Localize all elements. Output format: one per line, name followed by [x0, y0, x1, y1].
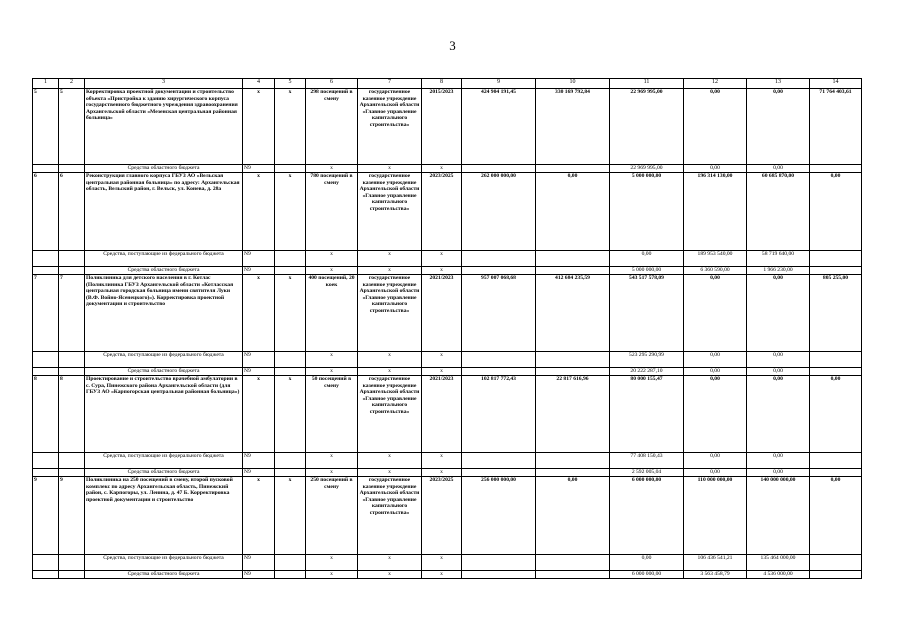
table-cell: 2021/2023	[422, 376, 462, 453]
table-cell: 0,00	[684, 376, 747, 453]
table-cell	[462, 571, 536, 579]
table-cell: x	[306, 165, 358, 173]
table-cell: 0,00	[810, 477, 862, 555]
table-cell: x	[358, 469, 422, 477]
table-cell: 0,00	[747, 376, 810, 453]
table-cell: 2021/2023	[422, 275, 462, 352]
table-cell: 189 953 540,00	[684, 251, 747, 267]
table-cell: 7	[59, 275, 85, 352]
table-cell: 0,00	[747, 165, 810, 173]
table-cell: Реконструкция главного корпуса ГБУЗ АО «Вельская центральная районная больница» по адресу: Архангельская область, Вельский район, г. Вельск, ул. Конева, д. 28а	[85, 173, 243, 251]
table-cell	[810, 352, 862, 368]
table-cell	[33, 453, 59, 469]
table-cell	[59, 571, 85, 579]
table-cell: 0,00	[684, 352, 747, 368]
table-cell: Средства областного бюджета	[85, 571, 243, 579]
table-cell: x	[358, 453, 422, 469]
header-cell: 13	[747, 79, 810, 89]
table-cell: N9	[243, 469, 275, 477]
table-cell: N9	[243, 368, 275, 376]
table-cell: x	[422, 453, 462, 469]
table-cell: x	[306, 352, 358, 368]
table-cell	[536, 165, 610, 173]
table-cell: x	[306, 469, 358, 477]
table-cell: x	[306, 251, 358, 267]
table-cell	[59, 555, 85, 571]
table-cell: 6	[33, 173, 59, 251]
source-row	[33, 352, 862, 368]
table-cell	[810, 469, 862, 477]
table-cell: 0,00	[747, 89, 810, 165]
table-cell: 0,00	[810, 376, 862, 453]
table-cell: x	[358, 352, 422, 368]
table-cell: 110 000 000,00	[684, 477, 747, 555]
table-cell	[59, 352, 85, 368]
header-cell: 3	[85, 79, 243, 89]
table-cell: x	[306, 453, 358, 469]
header-cell: 7	[358, 79, 422, 89]
table-cell	[33, 267, 59, 275]
table-cell: x	[422, 555, 462, 571]
table-cell	[59, 368, 85, 376]
table-cell: x	[275, 376, 306, 453]
table-row	[33, 376, 862, 453]
header-cell: 4	[243, 79, 275, 89]
table-cell: 0,00	[747, 275, 810, 352]
table-cell	[462, 352, 536, 368]
table-cell: x	[243, 89, 275, 165]
header-cell: 1	[33, 79, 59, 89]
table-cell: 22 969 995,00	[610, 89, 684, 165]
table-cell: 0,00	[610, 555, 684, 571]
source-row	[33, 453, 862, 469]
table-cell	[275, 251, 306, 267]
table-cell	[33, 368, 59, 376]
table-cell	[33, 251, 59, 267]
table-cell: 805 255,00	[810, 275, 862, 352]
table-cell: 256 000 000,00	[462, 477, 536, 555]
table-cell	[275, 571, 306, 579]
table-cell: 6 360 590,00	[684, 267, 747, 275]
table-cell: 8	[33, 376, 59, 453]
table-cell: 80 000 155,47	[610, 376, 684, 453]
table-cell	[275, 469, 306, 477]
table-cell	[59, 251, 85, 267]
table-cell: 9	[59, 477, 85, 555]
table-cell: x	[358, 251, 422, 267]
table-cell: 135 464 000,00	[747, 555, 810, 571]
table-cell: 0,00	[684, 89, 747, 165]
table-cell: 0,00	[747, 453, 810, 469]
table-cell: x	[358, 368, 422, 376]
table-cell: x	[275, 173, 306, 251]
table-cell	[33, 571, 59, 579]
table-cell	[59, 165, 85, 173]
table-cell: 5	[33, 89, 59, 165]
table-cell: x	[243, 173, 275, 251]
table-cell	[810, 555, 862, 571]
header-cell: 10	[536, 79, 610, 89]
table-cell	[536, 352, 610, 368]
table-cell: x	[358, 571, 422, 579]
table-cell	[810, 165, 862, 173]
table-cell: 250 посещений в смену	[306, 477, 358, 555]
table-cell: 0,00	[747, 368, 810, 376]
table-cell: 9	[33, 477, 59, 555]
table-cell: Поликлиника на 250 посещений в смену, второй пусковой комплекс по адресу Архангельская область, Пинежский район, с. Карпогоры, ул. Ленина, д. 47 Б. Корректировка проектной документации и строительство	[85, 477, 243, 555]
source-row	[33, 571, 862, 579]
source-row	[33, 267, 862, 275]
table-cell: 0,00	[747, 352, 810, 368]
table-cell	[59, 267, 85, 275]
table-cell: 0,00	[684, 368, 747, 376]
table-cell	[33, 352, 59, 368]
table-cell: Средства, поступающие из федерального бюджета	[85, 555, 243, 571]
table-cell: x	[422, 165, 462, 173]
table-cell: 102 817 772,43	[462, 376, 536, 453]
table-cell: Средства областного бюджета	[85, 469, 243, 477]
table-cell: 2015/2023	[422, 89, 462, 165]
table-cell	[536, 555, 610, 571]
table-cell: 262 000 000,00	[462, 173, 536, 251]
table-cell	[536, 368, 610, 376]
table-cell: 8	[59, 376, 85, 453]
table-cell: x	[358, 267, 422, 275]
table-cell: 71 764 403,61	[810, 89, 862, 165]
table-cell: Средства областного бюджета	[85, 267, 243, 275]
table-cell: N9	[243, 453, 275, 469]
table-cell: x	[275, 275, 306, 352]
header-cell: 8	[422, 79, 462, 89]
source-row	[33, 469, 862, 477]
header-cell: 9	[462, 79, 536, 89]
table-cell: 1 966 230,00	[747, 267, 810, 275]
table-cell	[536, 251, 610, 267]
table-cell: 106 436 541,21	[684, 555, 747, 571]
table-cell: государственное казенное учреждение Архангельской области «Главное управление капитального строительства»	[358, 89, 422, 165]
table-cell	[536, 453, 610, 469]
table-cell: государственное казенное учреждение Архангельской области «Главное управление капитального строительства»	[358, 275, 422, 352]
table-cell: 0,00	[536, 173, 610, 251]
table-cell	[536, 469, 610, 477]
table-cell	[59, 453, 85, 469]
budget-table	[32, 78, 862, 579]
table-cell	[810, 571, 862, 579]
table-cell: x	[422, 251, 462, 267]
table-cell: 424 904 191,45	[462, 89, 536, 165]
table-cell	[536, 267, 610, 275]
source-row	[33, 368, 862, 376]
header-cell: 11	[610, 79, 684, 89]
table-cell: x	[422, 571, 462, 579]
table-cell: Средства областного бюджета	[85, 165, 243, 173]
source-row	[33, 251, 862, 267]
table-cell: 298 посещений в смену	[306, 89, 358, 165]
table-cell: 0,00	[610, 251, 684, 267]
table-cell: 3 563 458,79	[684, 571, 747, 579]
table-cell: 0,00	[684, 165, 747, 173]
table-cell	[462, 267, 536, 275]
table-cell	[33, 165, 59, 173]
table-cell	[275, 368, 306, 376]
table-cell: N9	[243, 165, 275, 173]
table-cell: x	[306, 267, 358, 275]
table-cell: 6 000 000,00	[610, 477, 684, 555]
table-cell	[810, 453, 862, 469]
table-cell	[275, 165, 306, 173]
table-cell: 523 295 290,99	[610, 352, 684, 368]
table-cell: 0,00	[684, 469, 747, 477]
table-row	[33, 275, 862, 352]
table-cell: 400 посещений, 20 коек	[306, 275, 358, 352]
header-row	[33, 79, 862, 89]
header-cell: 12	[684, 79, 747, 89]
table-cell: 58 719 640,00	[747, 251, 810, 267]
table-cell: 140 000 000,00	[747, 477, 810, 555]
table-cell	[462, 165, 536, 173]
table-row	[33, 89, 862, 165]
table-cell	[810, 368, 862, 376]
table-cell	[275, 453, 306, 469]
table-cell: 5	[59, 89, 85, 165]
table-cell	[462, 368, 536, 376]
table-cell: x	[306, 555, 358, 571]
source-row	[33, 165, 862, 173]
table-cell: 6 000 000,00	[610, 571, 684, 579]
table-cell: 5 000 000,00	[610, 267, 684, 275]
table-cell: 4 536 000,00	[747, 571, 810, 579]
table-cell: 22 969 995,00	[610, 165, 684, 173]
table-cell: государственное казенное учреждение Архангельской области «Главное управление капитального строительства»	[358, 173, 422, 251]
table-row	[33, 477, 862, 555]
table-cell: 2 592 005,04	[610, 469, 684, 477]
table-cell: x	[243, 376, 275, 453]
table-cell: Средства, поступающие из федерального бюджета	[85, 251, 243, 267]
table-cell	[462, 453, 536, 469]
table-cell: x	[422, 267, 462, 275]
page-number: 3	[449, 38, 456, 53]
table-cell: 50 посещений в смену	[306, 376, 358, 453]
table-cell	[462, 469, 536, 477]
source-row	[33, 555, 862, 571]
table-cell: 5 000 000,00	[610, 173, 684, 251]
header-cell: 2	[59, 79, 85, 89]
table-cell: 22 817 616,96	[536, 376, 610, 453]
table-cell: Корректировка проектной документации и строительство объекта «Пристройка к зданию хирургического корпуса государственного бюджетного учреждения здравоохранения Архангельской области «Мезенская центральная районная больница»	[85, 89, 243, 165]
table-cell: 0,00	[747, 469, 810, 477]
table-cell: 0,00	[684, 275, 747, 352]
table-cell	[275, 267, 306, 275]
table-cell: N9	[243, 571, 275, 579]
table-cell	[536, 571, 610, 579]
table-cell	[810, 251, 862, 267]
table-cell	[59, 469, 85, 477]
table-cell: 412 684 235,59	[536, 275, 610, 352]
table-cell: 6	[59, 173, 85, 251]
table-cell: x	[275, 477, 306, 555]
table-cell	[275, 555, 306, 571]
table-cell: N9	[243, 251, 275, 267]
table-cell: 780 посещений в смену	[306, 173, 358, 251]
header-cell: 6	[306, 79, 358, 89]
table-cell: 20 222 287,10	[610, 368, 684, 376]
table-cell: 0,00	[536, 477, 610, 555]
table-cell: государственное казенное учреждение Архангельской области «Главное управление капитального строительства»	[358, 376, 422, 453]
table-cell: 543 517 578,09	[610, 275, 684, 352]
table-cell	[462, 251, 536, 267]
table-cell	[462, 555, 536, 571]
table-cell: x	[422, 352, 462, 368]
table-cell: Поликлиника для детского населения в г. Котлас (Поликлиника ГБУЗ Архангельской области «Котласская центральная городская больница имени святителя Луки (В.Ф. Войно-Ясенецкого)»). Корректировка проектной документации и строительство	[85, 275, 243, 352]
table-cell: 60 685 870,00	[747, 173, 810, 251]
table-cell: 0,00	[810, 173, 862, 251]
table-cell: Средства областного бюджета	[85, 368, 243, 376]
table-cell: x	[306, 571, 358, 579]
table-cell: 77 408 150,43	[610, 453, 684, 469]
table-cell: N9	[243, 267, 275, 275]
table-row	[33, 173, 862, 251]
table-cell: государственное казенное учреждение Архангельской области «Главное управление капитального строительства»	[358, 477, 422, 555]
table-cell: Проектирование и строительство врачебной амбулатории в с. Сура, Пинежского района Архангельской области (для ГБУЗ АО «Карпогорская центральная районная больница»)	[85, 376, 243, 453]
table-cell	[810, 267, 862, 275]
table-cell: x	[243, 275, 275, 352]
table-cell: x	[358, 555, 422, 571]
table-cell: Средства, поступающие из федерального бюджета	[85, 352, 243, 368]
table-cell	[275, 352, 306, 368]
table-cell: 957 007 068,68	[462, 275, 536, 352]
table-cell: Средства, поступающие из федерального бюджета	[85, 453, 243, 469]
table-cell: x	[358, 165, 422, 173]
table-cell: x	[243, 477, 275, 555]
header-cell: 14	[810, 79, 862, 89]
table-cell: 7	[33, 275, 59, 352]
table-cell: 196 314 130,00	[684, 173, 747, 251]
header-cell: 5	[275, 79, 306, 89]
table-cell: x	[422, 469, 462, 477]
table-cell: 330 169 792,84	[536, 89, 610, 165]
table-cell	[33, 555, 59, 571]
table-cell: 0,00	[684, 453, 747, 469]
table-cell: x	[422, 368, 462, 376]
table-cell: N9	[243, 555, 275, 571]
table-cell: 2023/2025	[422, 477, 462, 555]
table-cell	[33, 469, 59, 477]
table-cell: x	[275, 89, 306, 165]
table-cell: x	[306, 368, 358, 376]
table-cell: 2023/2025	[422, 173, 462, 251]
table-cell: N9	[243, 352, 275, 368]
